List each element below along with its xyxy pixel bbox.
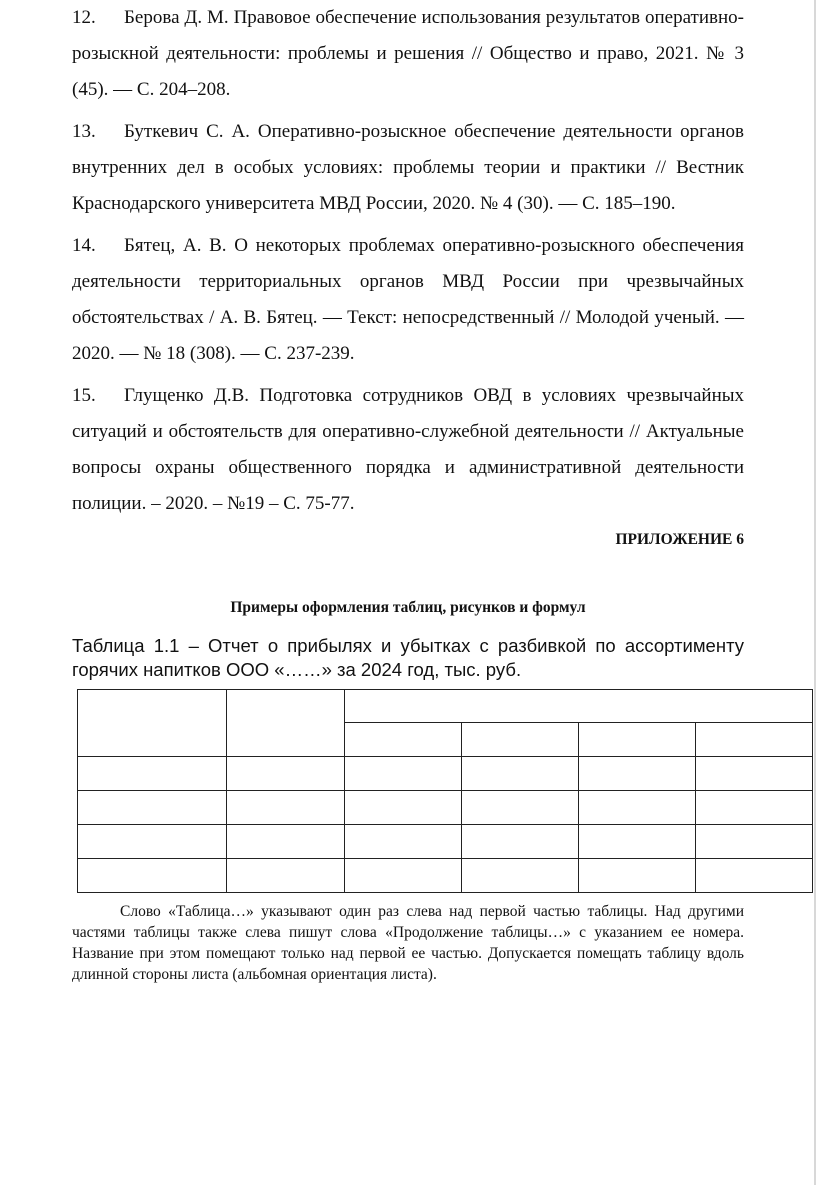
table-cell: [344, 757, 461, 791]
table-cell: [344, 859, 461, 893]
table-cell: [227, 757, 344, 791]
appendix-label: ПРИЛОЖЕНИЕ 6: [615, 531, 744, 548]
table-cell: [461, 757, 578, 791]
reference-text: Буткевич С. А. Оперативно-розыскное обеспечение деятельности органов внутренних дел в особых условиях: проблемы теории и практики // Вестник Краснодарского университета МВД России, 2020. № 4 (30). — С. 185–190.: [72, 121, 744, 214]
table-cell: [344, 690, 812, 723]
reference-number: 14.: [72, 235, 96, 256]
table-cell: [227, 791, 344, 825]
reference-number: 15.: [72, 385, 96, 406]
table-cell: [78, 757, 227, 791]
table-cell: [695, 825, 812, 859]
table-cell: [78, 690, 227, 757]
reference-item: [72, 228, 744, 372]
table-cell: [461, 859, 578, 893]
section-title: Примеры оформления таблиц, рисунков и формул: [230, 599, 586, 616]
table-header-row: [78, 690, 813, 723]
table-cell: [695, 757, 812, 791]
reference-number: 13.: [72, 121, 96, 142]
table-cell: [78, 825, 227, 859]
table-cell: [578, 723, 695, 757]
reference-text: Бятец, А. В. О некоторых проблемах оперативно-розыскного обеспечения деятельности территориальных органов МВД России при чрезвычайных обстоятельствах / А. В. Бятец. — Текст: непосредственный // Молодой ученый. — 2020. — № 18 (308). — С. 237-239.: [72, 235, 744, 364]
reference-number: 12.: [72, 7, 96, 28]
table-cell: [344, 825, 461, 859]
table-cell: [695, 859, 812, 893]
empty-table: [77, 689, 813, 893]
reference-item: [72, 0, 744, 108]
table-cell: [344, 723, 461, 757]
table-row: [78, 859, 813, 893]
table-cell: [227, 859, 344, 893]
table-row: [78, 791, 813, 825]
reference-text: Берова Д. М. Правовое обеспечение использования результатов оперативно-розыскной деятельности: проблемы и решения // Общество и право, 2021. № 3 (45). — С. 204–208.: [72, 7, 744, 100]
table-cell: [344, 791, 461, 825]
table-cell: [461, 723, 578, 757]
table-cell: [227, 690, 344, 757]
table-row: [78, 757, 813, 791]
reference-text: Глущенко Д.В. Подготовка сотрудников ОВД в условиях чрезвычайных ситуаций и обстоятельств для оперативно-служебной деятельности // Актуальные вопросы охраны общественного порядка и административной деятельности полиции. – 2020. – №19 – С. 75-77.: [72, 385, 744, 514]
table-cell: [578, 791, 695, 825]
reference-list: [72, 0, 744, 522]
table-cell: [578, 757, 695, 791]
table-cell: [695, 791, 812, 825]
table-cell: [78, 859, 227, 893]
table-cell: [461, 791, 578, 825]
table-cell: [578, 825, 695, 859]
table-note: Слово «Таблица…» указывают один раз слева над первой частью таблицы. Над другими частями таблицы также слева пишут слова «Продолжение таблицы…» с указанием ее номера. Название при этом помещают только над первой ее частью. Допускается помещать таблицу вдоль длинной стороны листа (альбомная ориентация листа).: [72, 903, 744, 983]
reference-item: [72, 378, 744, 522]
table-cell: [461, 825, 578, 859]
table-cell: [695, 723, 812, 757]
table-caption: Таблица 1.1 – Отчет о прибылях и убытках с разбивкой по ассортименту горячих напитков ООО «……» за 2024 год, тыс. руб.: [72, 635, 744, 680]
table-row: [78, 825, 813, 859]
reference-item: [72, 114, 744, 222]
table-cell: [78, 791, 227, 825]
document-page: [72, 0, 744, 985]
table-cell: [227, 825, 344, 859]
table-cell: [578, 859, 695, 893]
